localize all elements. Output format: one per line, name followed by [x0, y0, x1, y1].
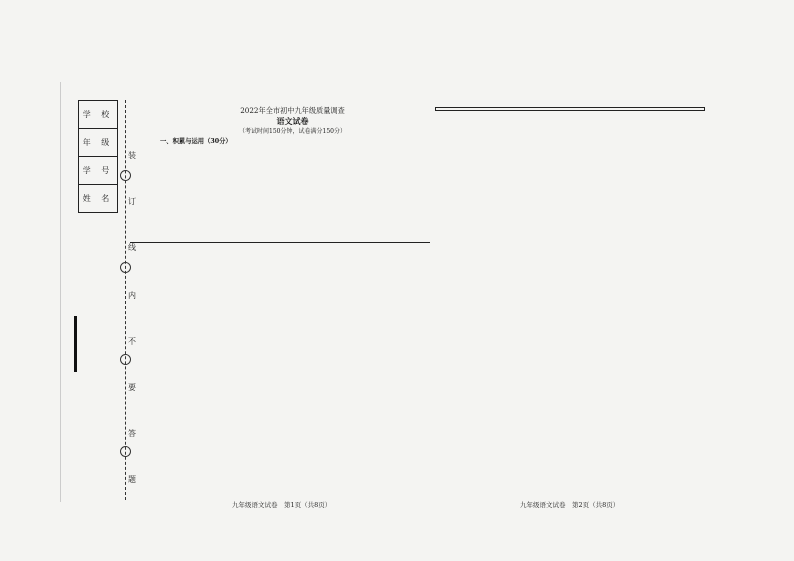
- binding-char: 订: [128, 197, 136, 206]
- field-grade: 年 级: [79, 129, 118, 157]
- page-1-footer: 九年级语文试卷 第1页（共8页）: [232, 501, 332, 509]
- field-name: 姓 名: [79, 185, 118, 213]
- student-info-table: [78, 100, 118, 213]
- binding-circle: [120, 354, 131, 365]
- binding-char: 答: [128, 429, 136, 438]
- exam-subject: 语文试卷: [276, 116, 309, 126]
- section-heading: 一、积累与运用（30分）: [160, 138, 232, 146]
- binding-line: [125, 100, 126, 500]
- binding-char: 不: [128, 337, 136, 346]
- black-marker: [74, 316, 77, 372]
- material-box: [435, 107, 705, 111]
- page-2-column: [435, 106, 705, 112]
- field-school: 学 校: [79, 101, 118, 129]
- binding-char: 题: [128, 475, 136, 484]
- section-divider: [130, 242, 430, 243]
- binding-char: 装: [128, 151, 136, 160]
- page-2-footer: 九年级语文试卷 第2页（共8页）: [520, 501, 620, 509]
- page-1-column: [160, 106, 425, 147]
- binding-circle: [120, 446, 131, 457]
- field-id: 学 号: [79, 157, 118, 185]
- binding-char: 要: [128, 383, 136, 392]
- binding-circle: [120, 262, 131, 273]
- binding-char: 内: [128, 291, 136, 300]
- binding-char: 线: [128, 243, 136, 252]
- exam-time-note: （考试时间150分钟，试卷满分150分）: [239, 128, 346, 135]
- binding-circle: [120, 170, 131, 181]
- exam-header: 2022年全市初中九年级质量调查: [240, 106, 345, 115]
